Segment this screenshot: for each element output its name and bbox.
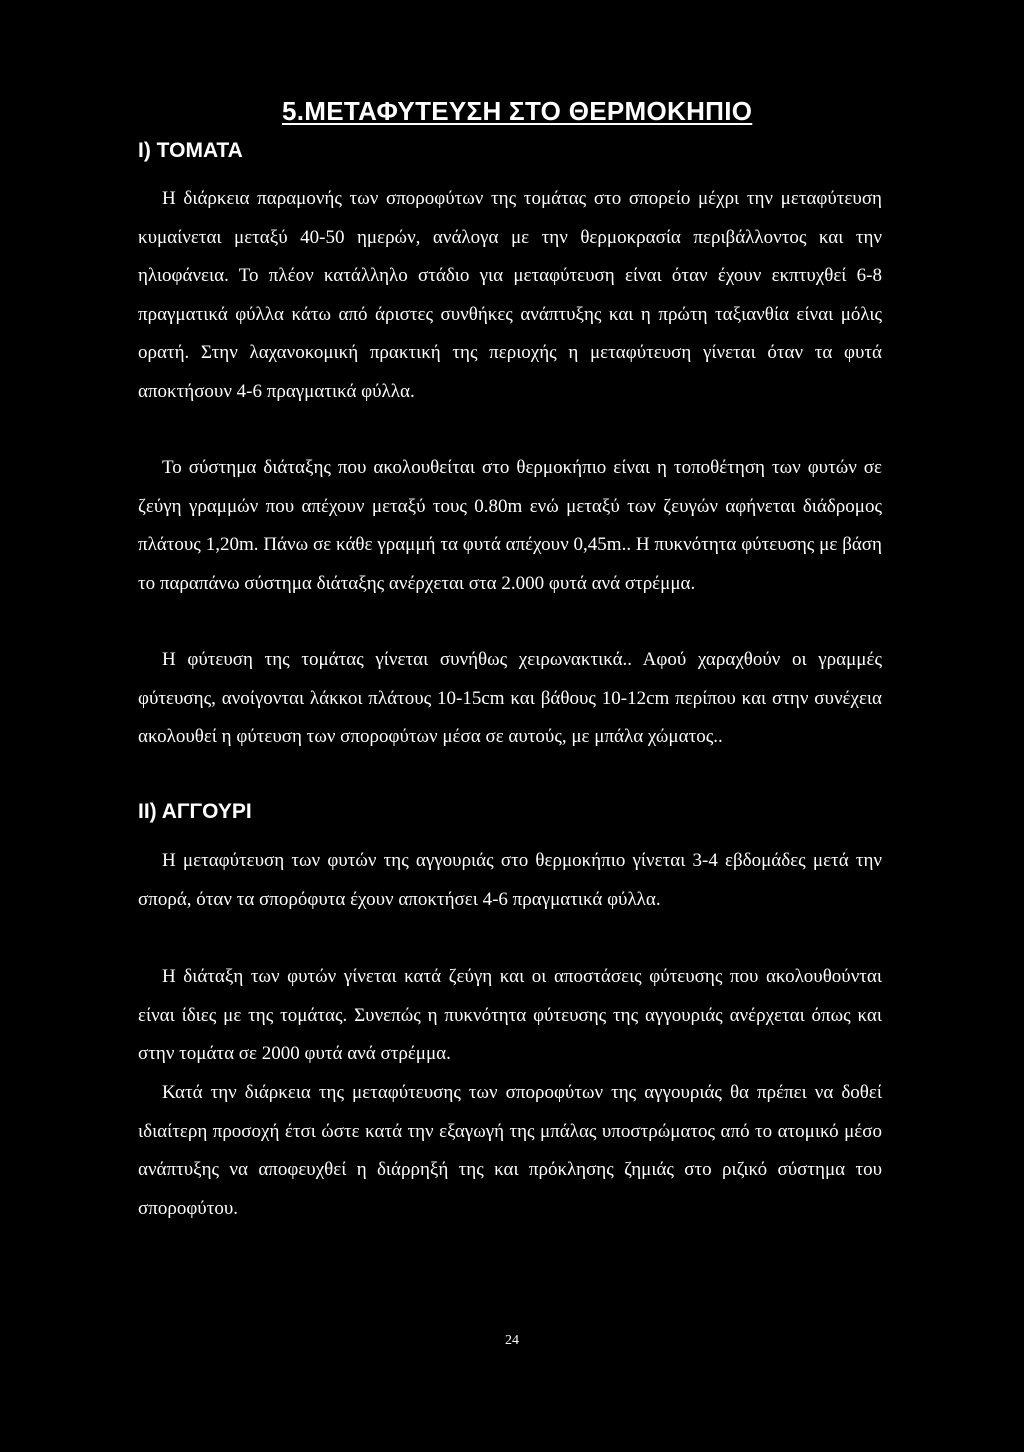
cucumber-paragraph-1: Η μεταφύτευση των φυτών της αγγουριάς στο θερμοκήπιο γίνεται 3-4 εβδομάδες μετά την σπορά, όταν τα σπορόφυτα έχουν αποκτήσει 4-6 πραγματικά φύλλα.: [138, 850, 882, 910]
section-heading-tomato: Ι) ΤΟΜΑΤΑ: [138, 139, 243, 162]
section-heading-cucumber: ΙΙ) ΑΓΓΟΥΡΙ: [138, 800, 252, 823]
chapter-title: 5.ΜΕΤΑΦΥΤΕΥΣΗ ΣΤΟ ΘΕΡΜΟΚΗΠΙΟ: [282, 96, 753, 126]
tomato-paragraph-3: Η φύτευση της τομάτας γίνεται συνήθως χειρωνακτικά.. Αφού χαραχθούν οι γραμμές φύτευσης, ανοίγονται λάκκοι πλάτους 10-15cm και βάθους 10-12cm περίπου και στην συνέχεια ακολουθεί η φύτευση των σποροφύτων μέσα σε αυτούς, με μπάλα χώματος..: [138, 649, 882, 747]
tomato-paragraph-1: Η διάρκεια παραμονής των σποροφύτων της τομάτας στο σπορείο μέχρι την μεταφύτευση κυμαίνεται μεταξύ 40-50 ημερών, ανάλογα με την θερμοκρασία περιβάλλοντος και την ηλιοφάνεια. Το πλέον κατάλληλο στάδιο για μεταφύτευση είναι όταν έχουν εκπτυχθεί 6-8 πραγματικά φύλλα κάτω από άριστες συνθήκες ανάπτυξης και η πρώτη ταξιανθία είναι μόλις ορατή. Στην λαχανοκομική πρακτική της περιοχής η μεταφύτευση γίνεται όταν τα φυτά αποκτήσουν 4-6 πραγματικά φύλλα.: [138, 188, 882, 402]
tomato-paragraph-2: Το σύστημα διάταξης που ακολουθείται στο θερμοκήπιο είναι η τοποθέτηση των φυτών σε ζεύγη γραμμών που απέχουν μεταξύ τους 0.80m ενώ μεταξύ των ζευγών αφήνεται διάδρομος πλάτους 1,20m. Πάνω σε κάθε γραμμή τα φυτά απέχουν 0,45m.. Η πυκνότητα φύτευσης με βάση το παραπάνω σύστημα διάταξης ανέρχεται στα 2.000 φυτά ανά στρέμμα.: [138, 457, 882, 594]
cucumber-paragraph-2: Η διάταξη των φυτών γίνεται κατά ζεύγη και οι αποστάσεις φύτευσης που ακολουθούνται είναι ίδιες με της τομάτας. Συνεπώς η πυκνότητα φύτευσης της αγγουριάς ανέρχεται όπως και στην τομάτα σε 2000 φυτά ανά στρέμμα.: [138, 966, 882, 1064]
page-number: 24: [505, 1333, 519, 1348]
cucumber-paragraph-3: Κατά την διάρκεια της μεταφύτευσης των σποροφύτων της αγγουριάς θα πρέπει να δοθεί ιδιαίτερη προσοχή έτσι ώστε κατά την εξαγωγή της μπάλας υποστρώματος από το ατομικό μέσο ανάπτυξης να αποφευχθεί η διάρρηξή της και πρόκλησης ζημιάς στο ριζικό σύστημα του σποροφύτου.: [138, 1082, 882, 1219]
